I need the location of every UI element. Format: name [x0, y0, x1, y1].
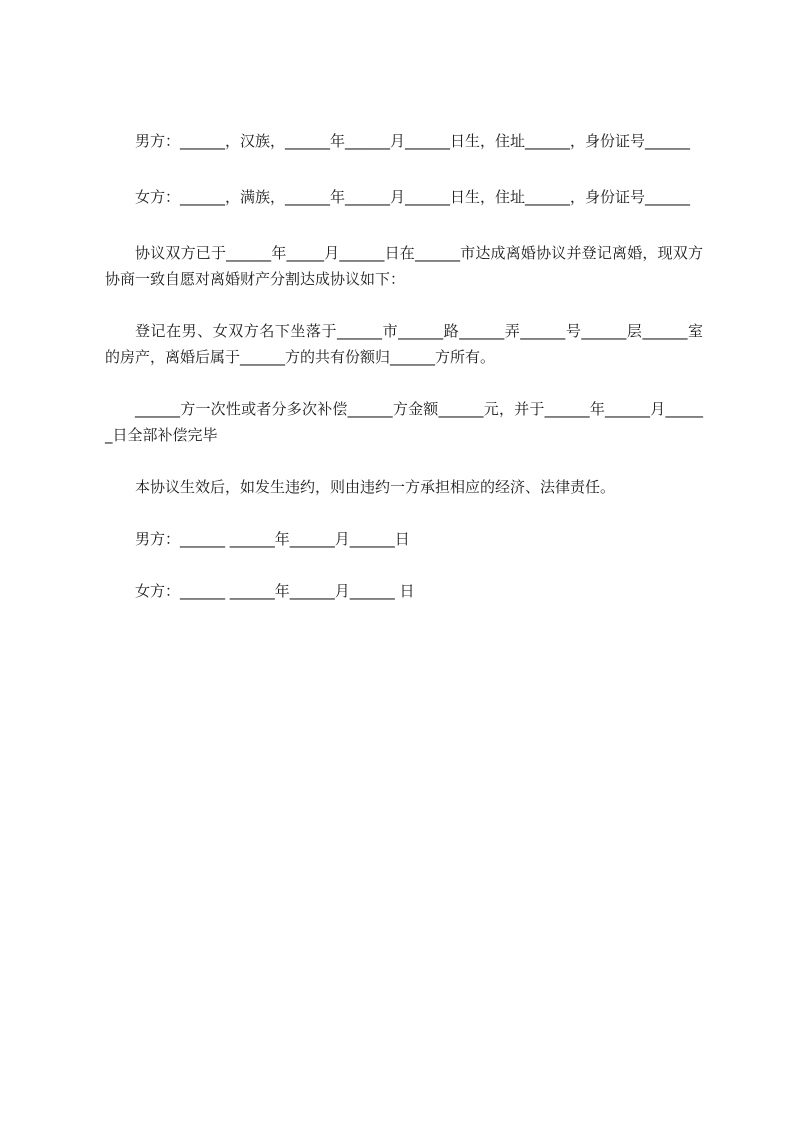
compensation-paragraph: ______方一次性或者分多次补偿______方金额______元，并于______年______月______日全部补偿完毕: [105, 400, 703, 444]
liability-paragraph: 本协议生效后，如发生违约，则由违约一方承担相应的经济、法律责任。: [135, 478, 616, 496]
property-ownership-paragraph: 登记在男、女双方名下坐落于______市______路______弄______号______层______室的房产，离婚后属于______方的共有份额归______方所有。: [105, 322, 703, 366]
wife-info-paragraph: 女方：______，满族，______年______月______日生，住址______，身份证号______: [135, 188, 691, 206]
divorce-registration-paragraph: 协议双方已于______年_____月______日在______市达成离婚协议并登记离婚，现双方协商一致自愿对离婚财产分割达成协议如下：: [105, 244, 703, 288]
wife-signature-line: 女方：______ ______年______月______ 日: [135, 582, 415, 600]
husband-info-paragraph: 男方：______，汉族，______年______月______日生，住址______，身份证号______: [135, 132, 691, 150]
agreement-body: [105, 128, 703, 604]
husband-signature-line: 男方：______ ______年______月______日: [135, 530, 410, 548]
